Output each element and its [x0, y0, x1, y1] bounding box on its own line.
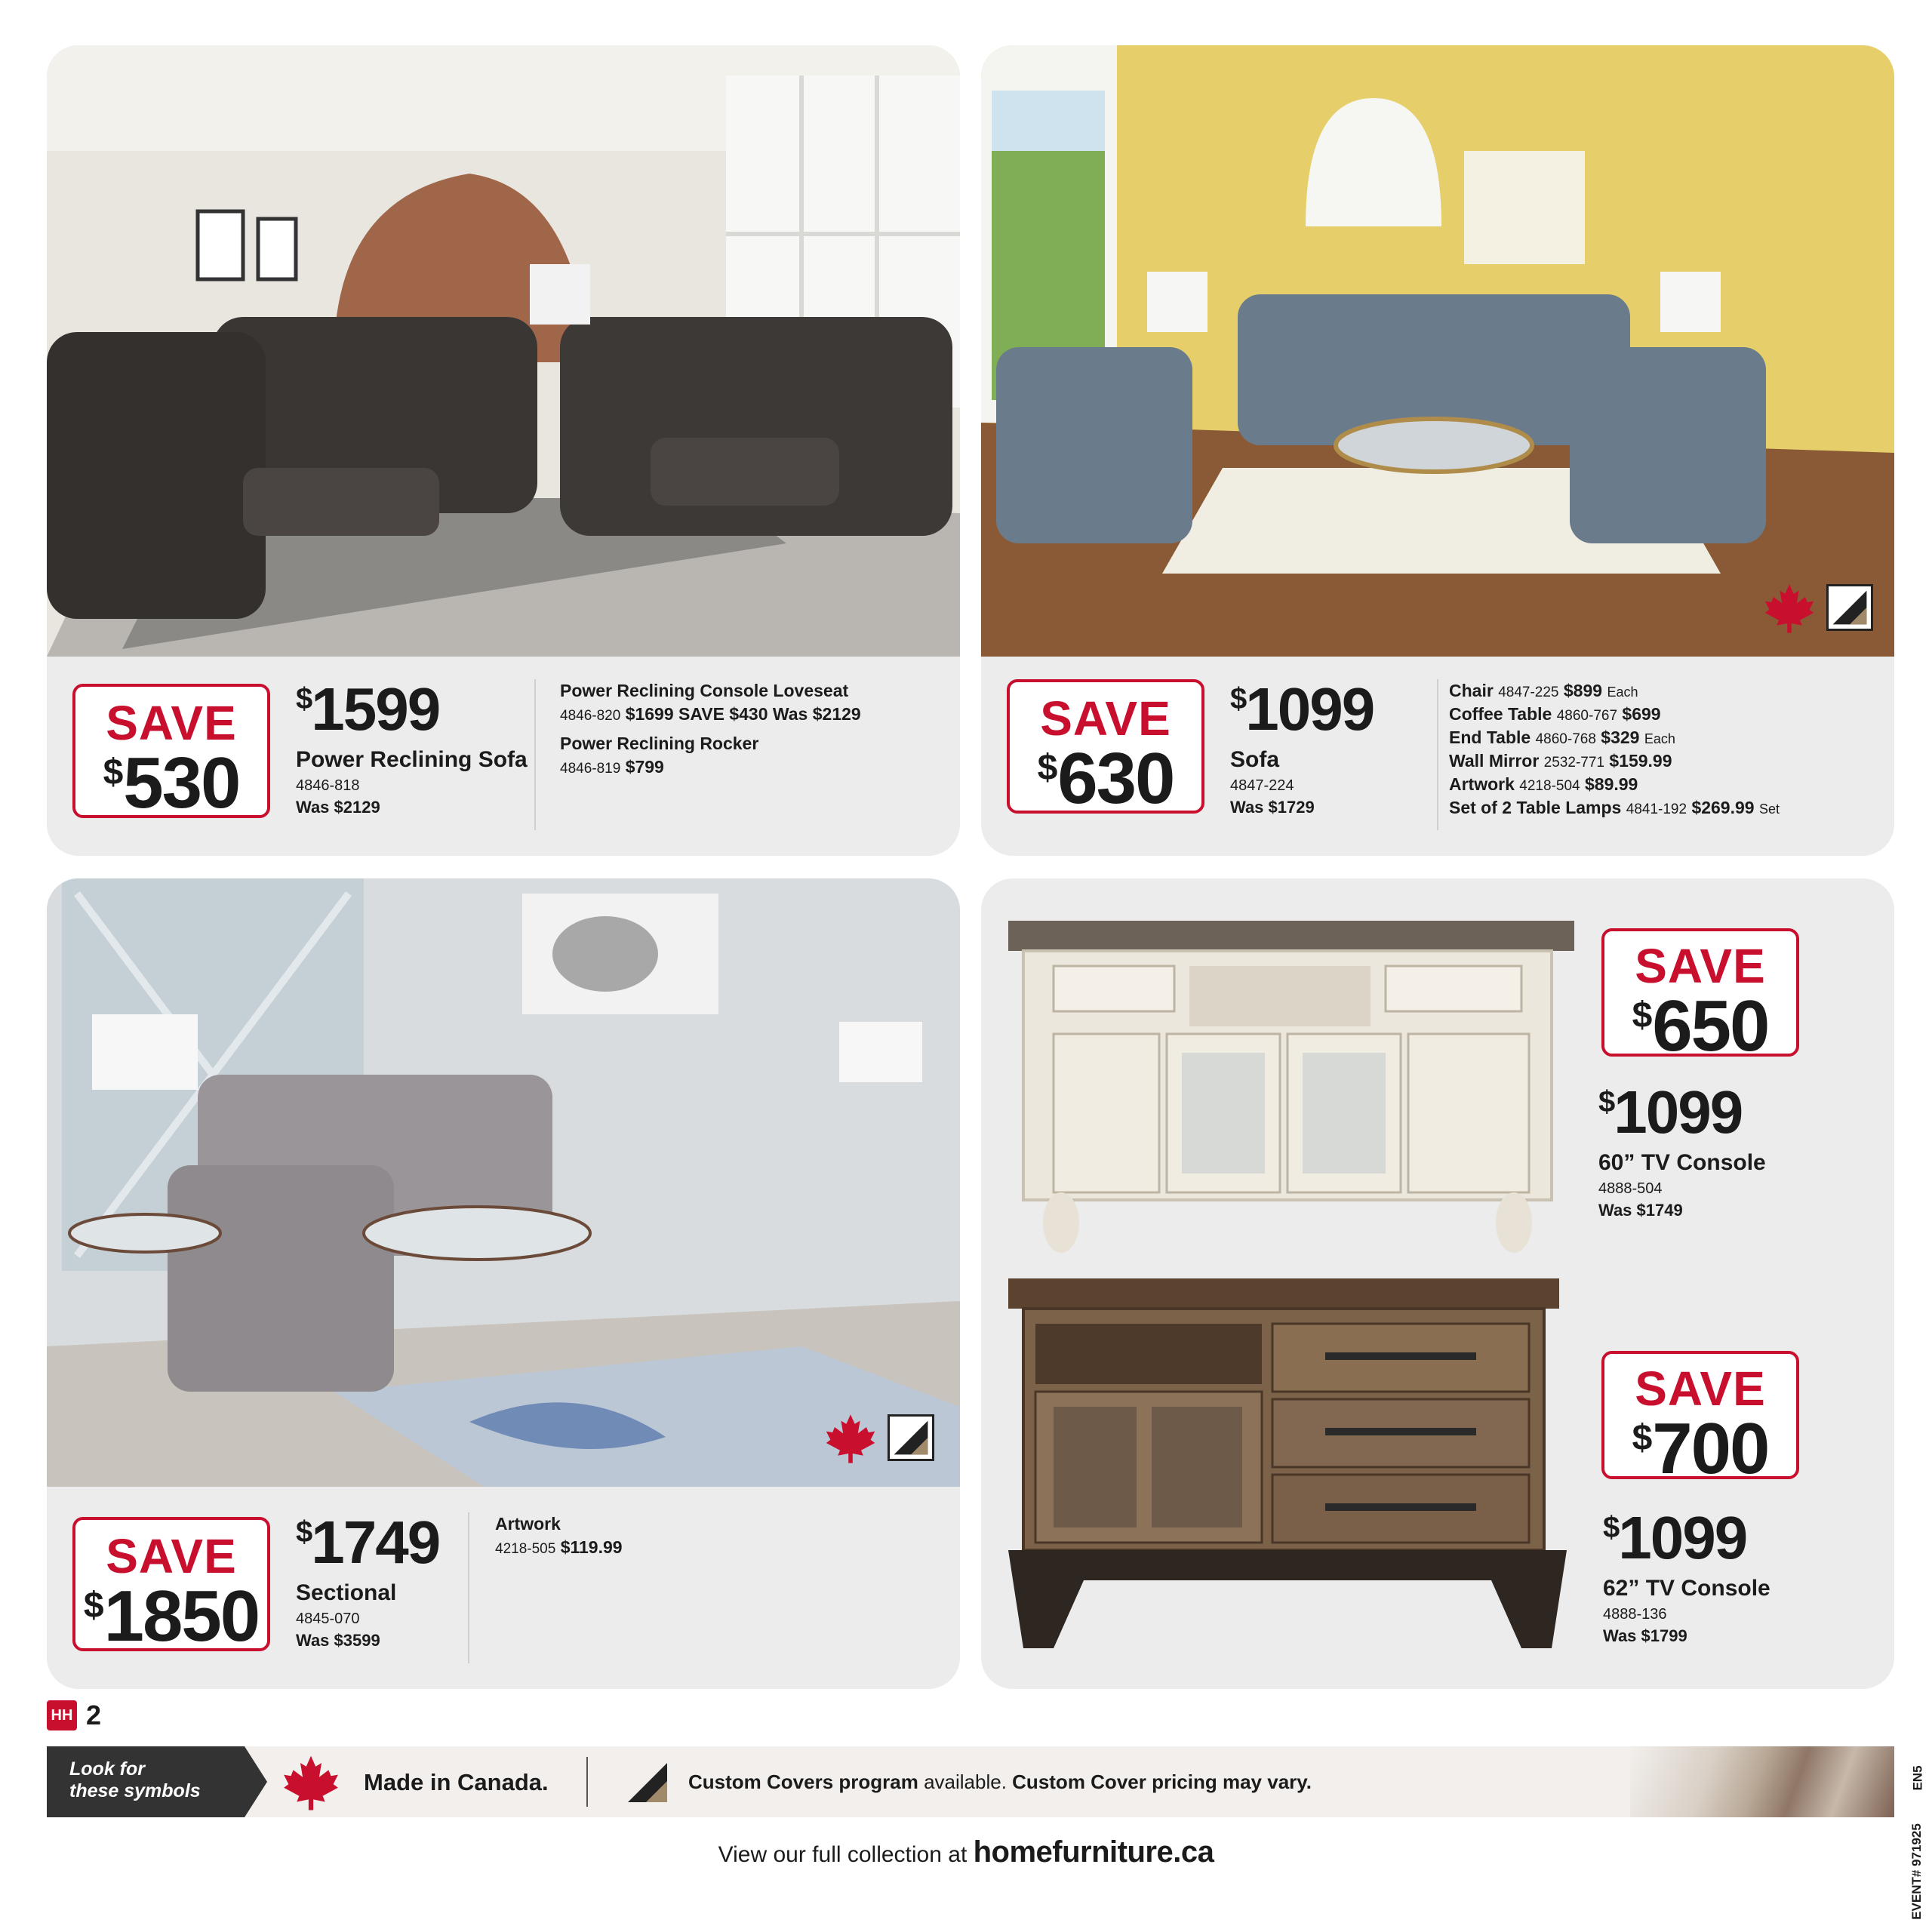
page-number: HH 2 — [47, 1700, 101, 1731]
product-name: Power Reclining Sofa — [296, 747, 528, 772]
product-name: Sectional — [296, 1580, 397, 1605]
was-price: Was $1729 — [1230, 798, 1315, 817]
event-code: EVENT# 971925 — [1909, 1823, 1924, 1920]
product-card-tv-consoles[interactable] — [981, 878, 1894, 1689]
price-block: $1099 Sofa 4847-224 Was $1729 — [1230, 675, 1374, 817]
price-block: $1749 Sectional 4845-070 Was $3599 — [296, 1509, 440, 1650]
website-link[interactable]: homefurniture.ca — [973, 1835, 1214, 1869]
look-for-label: Look for these symbols — [47, 1746, 245, 1817]
tv-console-brown-photo — [1008, 1278, 1574, 1656]
additional-items: Power Reclining Console Loveseat 4846-820 $1699 SAVE $430 Was $2129 Power Reclining Rocker 4846-819 $799 — [560, 681, 861, 777]
sectional-photo — [47, 878, 960, 1487]
collection-link[interactable]: View our full collection at homefurniture.ca — [718, 1835, 1214, 1869]
was-price: Was $2129 — [296, 798, 380, 817]
product-card-sectional[interactable] — [47, 878, 960, 1689]
product-name: 60” TV Console — [1598, 1150, 1766, 1175]
was-price: Was $1749 — [1598, 1201, 1683, 1220]
was-price: Was $1799 — [1603, 1626, 1687, 1645]
was-price: Was $3599 — [296, 1631, 380, 1650]
product-sku: 4888-504 — [1598, 1180, 1663, 1197]
home-hardware-logo: HH — [47, 1700, 77, 1730]
custom-covers-icon — [888, 1414, 934, 1461]
save-badge: SAVE $1850 — [72, 1517, 270, 1651]
language-code: EN5 — [1910, 1765, 1925, 1791]
product-name: Sofa — [1230, 747, 1280, 772]
symbol-icons — [824, 1411, 934, 1464]
symbol-icons — [1763, 581, 1873, 634]
price-block: $1099 60” TV Console 4888-504 Was $1749 — [1598, 1078, 1766, 1220]
product-card-sofa[interactable] — [981, 45, 1894, 856]
divider — [534, 679, 536, 830]
tv-console-white-photo — [1008, 921, 1574, 1268]
reclining-sofa-photo — [47, 45, 960, 657]
divider — [1437, 679, 1438, 830]
custom-covers-label: Custom Covers program available. Custom Cover pricing may vary. — [688, 1770, 1312, 1793]
price-block: $1599 Power Reclining Sofa 4846-818 Was $2129 — [296, 675, 528, 817]
product-sku: 4846-818 — [296, 777, 360, 794]
maple-leaf-icon — [824, 1411, 877, 1464]
made-in-canada-label: Made in Canada. — [364, 1769, 549, 1795]
maple-leaf-icon — [1763, 581, 1816, 634]
product-name: 62” TV Console — [1603, 1576, 1770, 1601]
price-block: $1099 62” TV Console 4888-136 Was $1799 — [1603, 1504, 1770, 1645]
symbols-legend-bar — [47, 1746, 1894, 1817]
fabric-swatch-image — [1630, 1746, 1894, 1817]
save-badge: SAVE $650 — [1601, 928, 1799, 1057]
sofa-photo — [981, 45, 1894, 657]
additional-items: Chair 4847-225 $899 Each Coffee Table 4860-767 $699 End Table 4860-768 $329 Each Wall Mirror 2532-771 $159.99 Artwork 4218-504 $89.99 Set of 2 Table Lamps 4841-192 $269.99 Set — [1449, 681, 1780, 818]
product-sku: 4847-224 — [1230, 777, 1294, 794]
save-badge: SAVE $700 — [1601, 1351, 1799, 1479]
custom-covers-icon — [1826, 584, 1873, 631]
custom-covers-icon — [625, 1760, 670, 1805]
product-sku: 4845-070 — [296, 1611, 360, 1627]
divider — [468, 1512, 469, 1663]
divider — [586, 1757, 588, 1807]
additional-items: Artwork 4218-505 $119.99 — [495, 1514, 623, 1558]
product-card-reclining-sofa[interactable] — [47, 45, 960, 856]
save-badge: SAVE $630 — [1007, 679, 1204, 814]
product-sku: 4888-136 — [1603, 1606, 1667, 1623]
save-badge: SAVE $530 — [72, 684, 270, 818]
maple-leaf-icon — [281, 1752, 341, 1811]
arrow-shape — [245, 1746, 267, 1817]
